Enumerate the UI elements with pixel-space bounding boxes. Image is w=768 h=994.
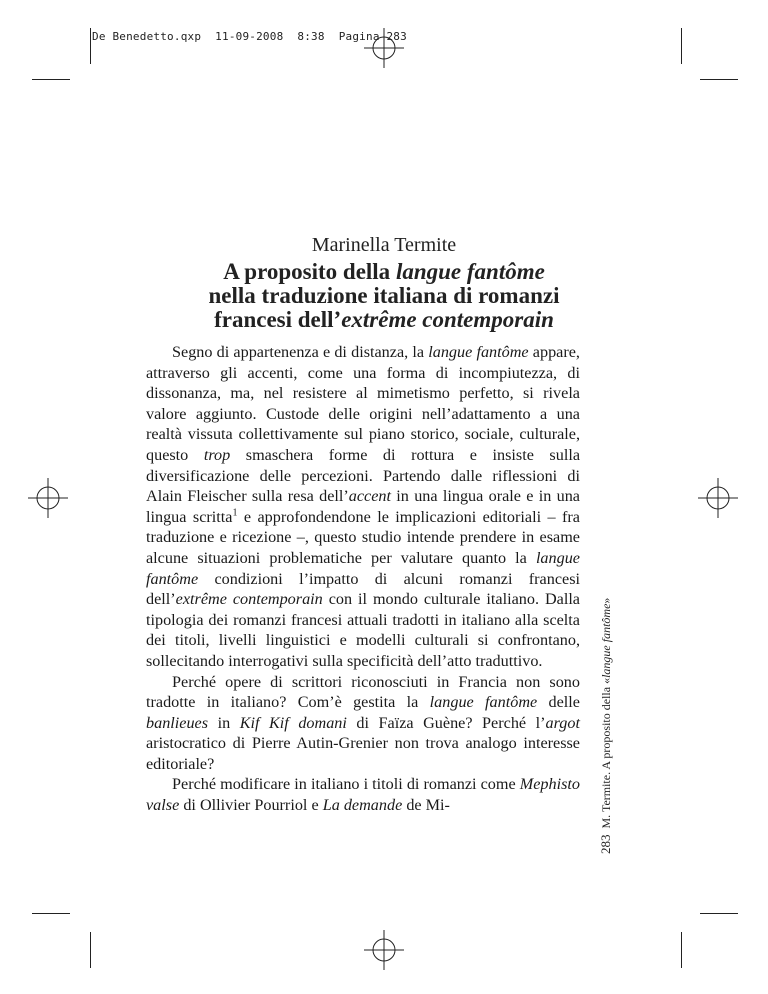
- title-line-1: A proposito della langue fantôme: [223, 259, 545, 284]
- slug-date: 11-09-2008: [215, 30, 284, 43]
- paragraph-1: Segno di appartenenza e di distanza, la langue fantôme appare, attraverso gli accenti, come una forma di incompiutezza, di dissonanza, ma, nel resistere al mimetismo perfetto, si rivela valore aggiunto. Custode delle origini nell’adattamento a una realtà vissuta collettivamente sul piano storico, sociale, culturale, questo trop smaschera forme di rottura e insiste sulla diversificazione delle percezioni. Partendo dalle riflessioni di Alain Fleischer sulla resa dell’accent in una lingua orale e in una lingua scritta$^1$ e approfondendone le implicazioni editoriali – fra traduzione e ricezione –, questo studio intende prendere in esame alcune situazioni problematiche per valutare quanto la langue fantôme condizioni l’impatto di alcuni romanzi francesi dell’extrême contemporain con il mondo culturale italiano. Dalla tipologia dei romanzi francesi attuali tradotti in italiano alla scelta dei titoli, livelli linguistici e modelli culturali si confrontano, sollecitando interrogativi sulla specificità dell’atto traduttivo.: [146, 343, 581, 670]
- running-head: 283M. Termite. A proposito della «langue fantôme»: [598, 597, 613, 854]
- crop-mark-bottom-left-horizontal: [32, 913, 70, 914]
- title-line-3: francesi dell’extrême contemporain: [214, 307, 554, 332]
- crop-mark-bottom-right-vertical: [681, 932, 682, 968]
- registration-mark-top-icon: [364, 28, 404, 68]
- crop-mark-bottom-left-vertical: [90, 932, 91, 968]
- author-name: Marinella Termite: [311, 234, 457, 256]
- registration-mark-left-icon: [28, 478, 68, 518]
- crop-mark-top-right-horizontal: [700, 79, 738, 80]
- crop-mark-top-left-horizontal: [32, 79, 70, 80]
- body-text: [146, 342, 580, 816]
- footnote-ref: 1: [232, 507, 238, 519]
- crop-mark-bottom-right-horizontal: [700, 913, 738, 914]
- crop-mark-top-right-vertical: [681, 28, 682, 64]
- title-line-2: nella traduzione italiana di romanzi: [208, 283, 560, 308]
- crop-mark-top-left-vertical: [90, 28, 91, 64]
- page-number: 283: [598, 834, 613, 854]
- slug-page: Pagina 283: [338, 30, 407, 43]
- registration-mark-right-icon: [698, 478, 738, 518]
- slug-time: 8:38: [297, 30, 325, 43]
- paragraph-2: Perché opere di scrittori riconosciuti in Francia non sono tradotte in italiano? Com’è gestita la langue fantôme delle banlieues in Kif Kif domani di Faïza Guène? Perché l’argot aristocratico di Pierre Autin-Grenier non trova analogo interesse editoriale?: [146, 672, 580, 773]
- slug-filename: De Benedetto.qxp: [92, 30, 202, 43]
- paragraph-3: Perché modificare in italiano i titoli di romanzi come Mephisto valse di Ollivier Pourriol e La demande de Mi-: [146, 775, 580, 815]
- article-title: [0, 260, 768, 332]
- registration-mark-bottom-icon: [364, 930, 404, 970]
